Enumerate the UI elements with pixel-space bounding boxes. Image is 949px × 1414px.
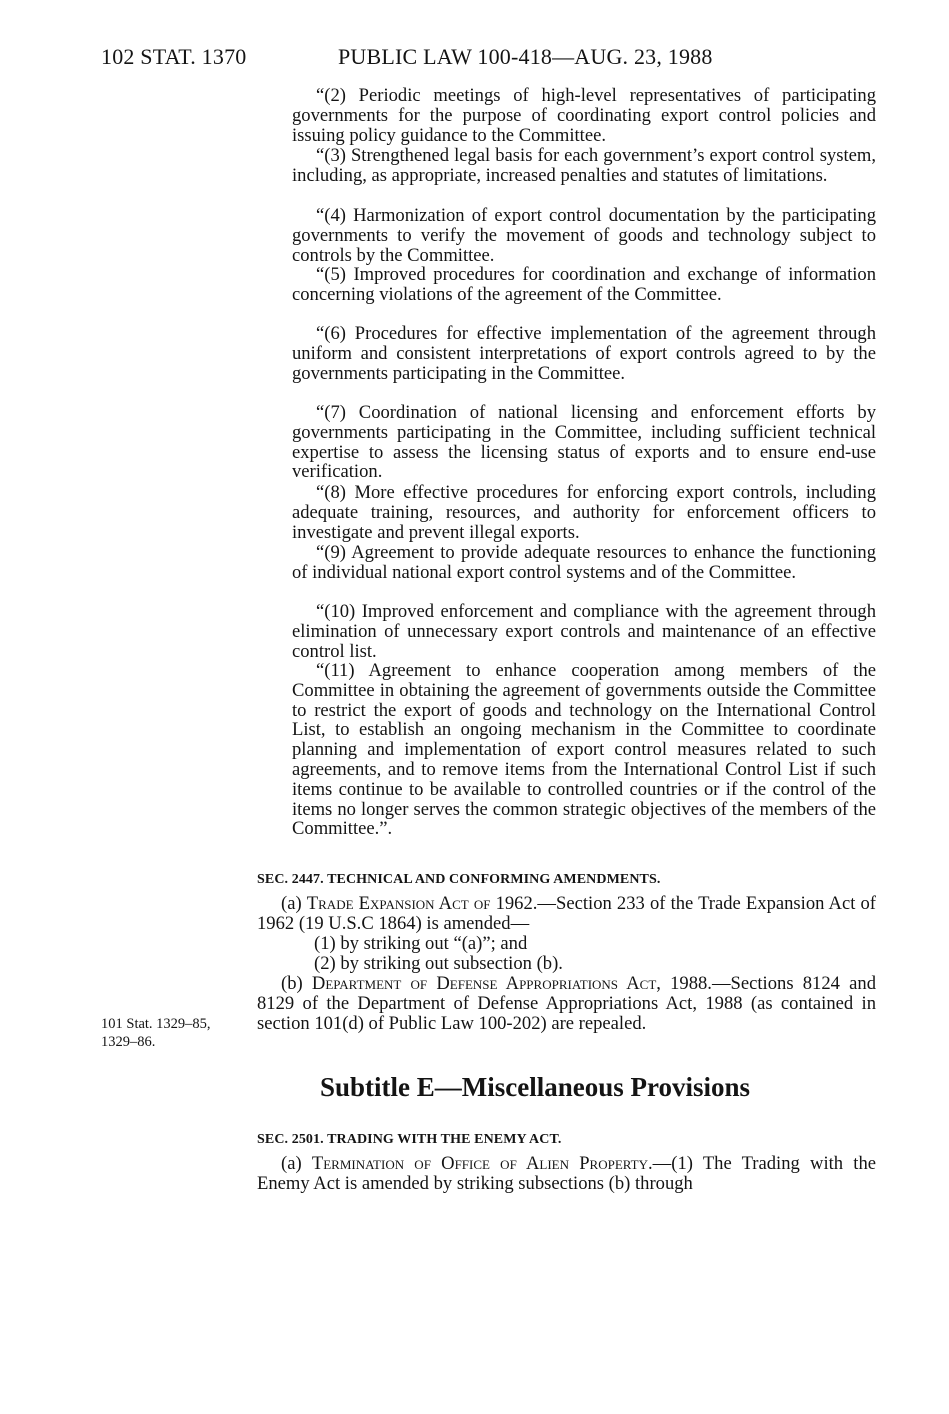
subtitle-heading: Subtitle E—Miscellaneous Provisions (320, 1072, 751, 1102)
subsection-text: .—Section 233 of the Trade Expansion Act of 1962 (19 U.S.C 1864) is amended— (257, 893, 876, 934)
page-number: 102 STAT. 1370 (101, 44, 247, 69)
quoted-item-4: “(4) Harmonization of export control documentation by the participating governments to verify the movement of goods and technology subject to controls by the Committee. (292, 205, 876, 266)
subsection-label: (b) (281, 973, 312, 994)
amendment-item-2: (2) by striking out subsection (b). (314, 953, 563, 974)
subsection-2447-b (257, 974, 876, 1033)
subsection-label: (a) (281, 893, 307, 914)
margin-citation-line-1: 101 Stat. 1329–85, (101, 1016, 211, 1032)
subsection-text: , 1988.—Sections 8124 and 8129 of the Department of Defense Appropriations Act, 1988 (as contained in section 101(d) of Public Law 100-202) are repealed. (257, 973, 876, 1034)
quoted-item-7: “(7) Coordination of national licensing and enforcement efforts by governments participating in the Committee, including sufficient technical expertise to assess the licensing status of exports and to ensure end-use verification. (292, 402, 876, 483)
amendment-item-1: (1) by striking out “(a)”; and (314, 933, 528, 954)
quoted-item-2: “(2) Periodic meetings of high-level representatives of participating governments for the purpose of coordinating export control policies and issuing policy guidance to the Committee. (292, 85, 876, 146)
section-heading-2501: SEC. 2501. TRADING WITH THE ENEMY ACT. (257, 1132, 562, 1147)
quoted-item-11: “(11) Agreement to enhance cooperation among members of the Committee in obtaining the agreement of governments outside the Committee to restrict the export of goods and technology on the International Control List, to establish an ongoing mechanism in the Committee to coordinate planning and implementation of export control measures related to such agreements, and to remove items from the International Control List if such items continue to be available to controlled countries or if the control of the items no longer serves the common strategic objectives of the members of the Committee.”. (292, 660, 876, 840)
quoted-item-6: “(6) Procedures for effective implementation of the agreement through uniform and consistent interpretations of export controls agreed to by the governments participating in the Committee. (292, 323, 876, 384)
running-header: PUBLIC LAW 100-418—AUG. 23, 1988 (338, 44, 713, 69)
subsection-2447-a (257, 894, 876, 934)
subsection-caption: Trade Expansion Act of 1962 (306, 893, 533, 914)
section-heading-2447: SEC. 2447. TECHNICAL AND CONFORMING AMENDMENTS. (257, 872, 661, 887)
subsection-2501-a (257, 1154, 876, 1194)
margin-citation-line-2: 1329–86. (101, 1034, 156, 1050)
quoted-item-8: “(8) More effective procedures for enforcing export controls, including adequate training, resources, and authority for enforcement officers to investigate and prevent illegal exports. (292, 482, 876, 543)
quoted-item-5: “(5) Improved procedures for coordination and exchange of information concerning violations of the agreement of the Committee. (292, 264, 876, 305)
subsection-label: (a) (281, 1153, 312, 1174)
subsection-text: .—(1) The Trading with the Enemy Act is amended by striking subsections (b) through (257, 1153, 876, 1194)
subsection-caption: Department of Defense Appropriations Act (311, 973, 657, 994)
quoted-item-3: “(3) Strengthened legal basis for each government’s export control system, including, as appropriate, increased penalties and statutes of limitations. (292, 145, 876, 186)
quoted-item-9: “(9) Agreement to provide adequate resources to enhance the functioning of individual national export control systems and of the Committee. (292, 542, 876, 583)
subsection-caption: Termination of Office of Alien Property (311, 1153, 649, 1174)
margin-citation (101, 1015, 211, 1051)
quoted-item-10: “(10) Improved enforcement and compliance with the agreement through elimination of unnecessary export controls and maintenance of an effective control list. (292, 601, 876, 662)
